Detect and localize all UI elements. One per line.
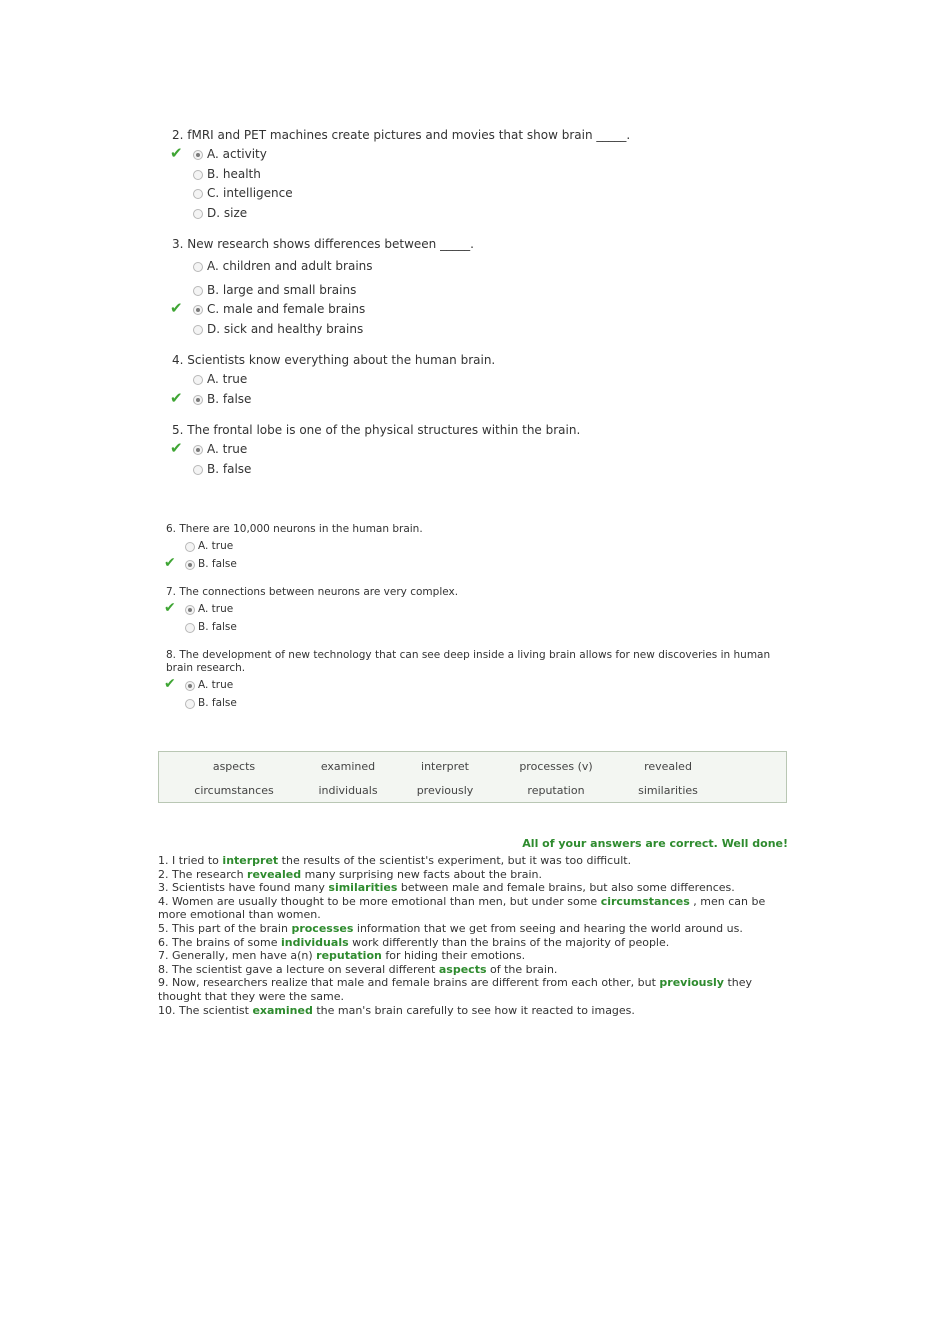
check-mark-icon: ✔: [170, 299, 183, 317]
sentence-text: the man's brain carefully to see how it reacted to images.: [312, 1003, 635, 1017]
question-text: 7. The connections between neurons are very complex.: [166, 586, 459, 598]
question-text: 8. The development of new technology that can see deep inside a living brain allows for new discoveries in human brain research.: [166, 649, 774, 674]
option-label: B. false: [198, 557, 237, 570]
radio-button[interactable]: [185, 605, 195, 615]
word-bank-item: reputation: [527, 784, 585, 797]
question-text: 4. Scientists know everything about the human brain.: [172, 353, 496, 367]
word-bank-item: interpret: [421, 760, 469, 773]
option-row[interactable]: [172, 370, 630, 390]
sentence-text: many surprising new facts about the brain.: [301, 867, 543, 881]
options-group: [172, 145, 630, 223]
sentence-text: information that we get from seeing and hearing the world around us.: [353, 921, 743, 935]
radio-button[interactable]: [193, 150, 203, 160]
word-bank-item: previously: [416, 784, 474, 797]
option-row[interactable]: [172, 165, 630, 185]
option-label: A. true: [198, 679, 234, 691]
option-label: A. true: [198, 603, 234, 615]
word-bank-item: individuals: [318, 784, 378, 797]
option-row[interactable]: [172, 204, 630, 224]
sentence-text: 8. The scientist gave a lecture on several different: [158, 962, 439, 976]
answer-word: reputation: [316, 949, 382, 963]
option-label: B. false: [207, 461, 252, 476]
option-row[interactable]: [172, 281, 630, 301]
options-group: [172, 440, 630, 479]
sentence: [158, 895, 788, 922]
radio-button[interactable]: [193, 325, 203, 335]
options-group: [172, 257, 630, 339]
options-group: [166, 538, 786, 573]
options-group: [166, 601, 786, 636]
sentence: [158, 854, 788, 868]
option-label: D. size: [207, 205, 248, 220]
options-group: [172, 370, 630, 409]
radio-button[interactable]: [185, 681, 195, 691]
check-mark-icon: ✔: [164, 676, 176, 692]
sentence: [158, 881, 788, 895]
answer-word: examined: [252, 1003, 313, 1017]
option-label: B. false: [207, 391, 252, 406]
radio-button[interactable]: [185, 560, 195, 570]
check-mark-icon: ✔: [170, 439, 183, 457]
sentence-text: for hiding their emotions.: [381, 949, 526, 963]
quiz-section-1: [172, 128, 630, 479]
question-text: 3. New research shows differences between _____.: [172, 237, 474, 251]
question-text: 2. fMRI and PET machines create pictures and movies that show brain _____.: [172, 128, 631, 142]
quiz-section-2: [166, 523, 786, 712]
radio-button[interactable]: [193, 375, 203, 385]
option-row[interactable]: [166, 556, 786, 574]
radio-button[interactable]: [193, 395, 203, 405]
option-row[interactable]: [172, 390, 630, 410]
option-label: B. large and small brains: [207, 282, 357, 297]
sentence: [158, 922, 788, 936]
option-row[interactable]: [172, 145, 630, 165]
sentence-text: 2. The research: [158, 867, 248, 881]
radio-button[interactable]: [185, 699, 195, 709]
radio-button[interactable]: [193, 189, 203, 199]
option-row[interactable]: [172, 460, 630, 480]
sentence-text: they thought that they were the same.: [158, 976, 753, 1003]
radio-button[interactable]: [193, 465, 203, 475]
check-mark-icon: ✔: [170, 144, 183, 162]
question-text: 6. There are 10,000 neurons in the human brain.: [166, 523, 423, 535]
word-bank-item: processes (v): [519, 760, 593, 773]
sentence-text: 4. Women are usually thought to be more emotional than men, but under some: [158, 894, 601, 908]
sentence-text: 1. I tried to: [158, 854, 223, 867]
check-mark-icon: ✔: [164, 554, 176, 571]
sentence-text: 5. This part of the brain: [158, 921, 292, 935]
sentence-text: 9. Now, researchers realize that male and female brains are different from each other, but: [158, 976, 660, 990]
options-group: [166, 677, 786, 712]
sentence-text: of the brain.: [486, 962, 558, 976]
option-row[interactable]: [166, 538, 786, 556]
option-label: A. true: [207, 372, 248, 386]
option-label: A. activity: [207, 147, 267, 161]
option-row[interactable]: [172, 440, 630, 460]
answer-word: interpret: [222, 854, 279, 867]
radio-button[interactable]: [193, 305, 203, 315]
sentence: [158, 1004, 788, 1018]
option-label: B. health: [207, 166, 261, 181]
option-row[interactable]: [166, 695, 786, 713]
word-bank-item: similarities: [638, 784, 698, 797]
sentence: [158, 963, 788, 977]
check-mark-icon: ✔: [170, 388, 183, 407]
option-row[interactable]: [166, 619, 786, 637]
radio-button[interactable]: [185, 623, 195, 633]
sentence-text: the results of the scientist's experiment, but it was too difficult.: [278, 854, 632, 867]
radio-button[interactable]: [193, 445, 203, 455]
option-label: B. false: [198, 620, 237, 633]
answer-word: aspects: [438, 962, 487, 976]
sentence: [158, 868, 788, 882]
answer-sentences: [158, 854, 788, 1017]
sentence: [158, 936, 788, 950]
answer-word: individuals: [281, 935, 349, 949]
answer-word: circumstances: [600, 894, 690, 908]
radio-button[interactable]: [185, 542, 195, 552]
answer-word: revealed: [247, 867, 302, 881]
question-text: 5. The frontal lobe is one of the physical structures within the brain.: [172, 423, 581, 437]
sentence-text: between male and female brains, but also some differences.: [397, 881, 735, 895]
radio-button[interactable]: [193, 286, 203, 296]
option-label: B. false: [198, 696, 237, 709]
option-row[interactable]: [172, 320, 630, 340]
sentence-text: 7. Generally, men have a(n): [158, 949, 317, 963]
word-bank: [158, 751, 787, 803]
option-row[interactable]: [172, 257, 630, 277]
radio-button[interactable]: [193, 170, 203, 180]
sentence-text: work differently than the brains of the majority of people.: [348, 935, 670, 949]
option-row[interactable]: [172, 300, 630, 320]
option-label: A. true: [198, 540, 234, 552]
option-label: A. children and adult brains: [207, 259, 373, 273]
check-mark-icon: ✔: [164, 600, 176, 616]
word-bank-item: examined: [320, 760, 376, 773]
word-bank-item: circumstances: [194, 784, 274, 797]
sentence: [158, 976, 788, 1003]
radio-button[interactable]: [193, 262, 203, 272]
option-row[interactable]: [172, 184, 630, 204]
answer-word: similarities: [328, 881, 398, 895]
option-row[interactable]: [166, 601, 786, 619]
option-row[interactable]: [166, 677, 786, 695]
radio-button[interactable]: [193, 209, 203, 219]
option-label: A. true: [207, 442, 248, 456]
word-bank-item: revealed: [644, 760, 692, 773]
option-label: D. sick and healthy brains: [207, 321, 364, 336]
result-message: All of your answers are correct. Well done!: [522, 837, 788, 850]
word-bank-item: aspects: [212, 760, 256, 773]
option-label: C. intelligence: [207, 186, 293, 200]
sentence-text: 10. The scientist: [158, 1003, 253, 1017]
sentence-text: 6. The brains of some: [158, 935, 281, 949]
sentence-text: 3. Scientists have found many: [158, 881, 329, 895]
answer-word: processes: [291, 921, 354, 935]
answer-word: previously: [659, 976, 724, 990]
option-label: C. male and female brains: [207, 302, 366, 316]
sentence-text: , men can be more emotional than women.: [158, 894, 766, 922]
sentence: [158, 949, 788, 963]
